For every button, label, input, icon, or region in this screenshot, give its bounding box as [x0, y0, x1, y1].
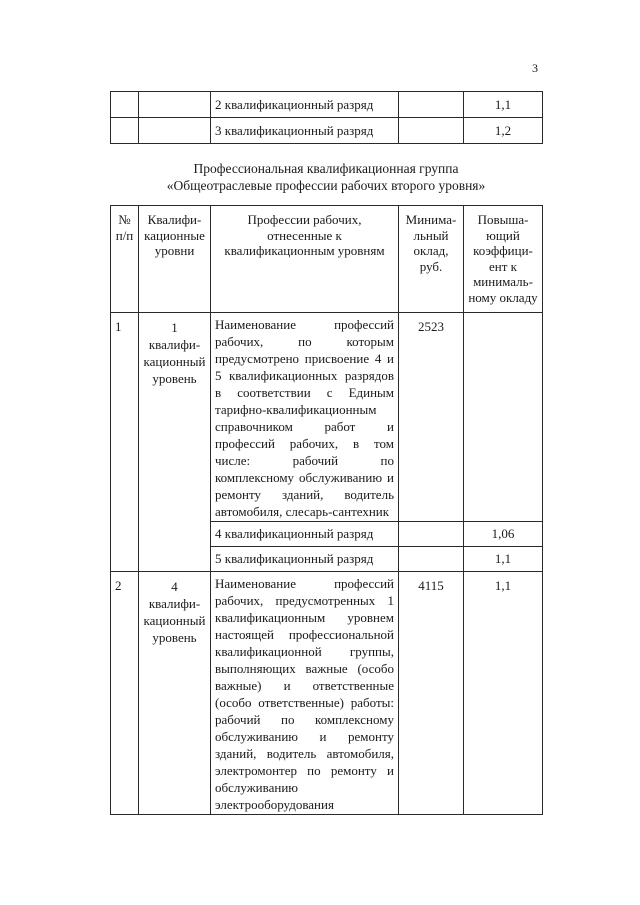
salary-cell: [399, 547, 464, 572]
header-professions: Профессии рабочих, отнесенные к квалификационным уровням: [211, 206, 399, 313]
num-cell: [111, 118, 139, 144]
page-number: 3: [532, 61, 538, 75]
qualification-level: 4 квалифи- кационный уровень: [139, 572, 211, 815]
header-num: № п/п: [111, 206, 139, 313]
rank-label: 2 квалификационный разряд: [211, 92, 399, 118]
coefficient-value: 1,1: [464, 547, 543, 572]
table-row: [111, 92, 543, 118]
level-cell: [139, 92, 211, 118]
salary-cell: [399, 118, 464, 144]
row-number: 2: [111, 572, 139, 815]
profession-description: Наименование профессий рабочих, предусмотренных 1 квалификационным уровнем настоящей профессиональной квалификационной группы, выполняющих важные (особо важные) и ответственные (особо ответственные) работы: рабочий по комплексному обслуживанию и ремонту зданий, водитель автомобиля, электромонтер по ремонту и обслуживанию электрооборудования: [211, 572, 399, 815]
salary-value: 4115: [399, 572, 464, 815]
header-salary: Минима- льный оклад, руб.: [399, 206, 464, 313]
profession-description: Наименование профессий рабочих, по которым предусмотрено присвоение 4 и 5 квалификационных разрядов в соответствии с Единым тарифно-квалификационным справочником работ и профессий рабочих, в том числе: рабочий по комплексному обслуживанию и ремонту зданий, водитель автомобиля, слесарь-сантехник: [211, 313, 399, 522]
table-row: [111, 313, 543, 522]
level-cell: [139, 118, 211, 144]
header-coefficient: Повыша- ющий коэффици- ент к минималь- ному окладу: [464, 206, 543, 313]
coefficient-value: 1,06: [464, 522, 543, 547]
qualification-level: 1 квалифи- кационный уровень: [139, 313, 211, 572]
num-cell: [111, 92, 139, 118]
header-levels: Квалифи- кационные уровни: [139, 206, 211, 313]
table-row: [111, 572, 543, 815]
qualification-table: [110, 205, 543, 815]
continued-table: [110, 91, 543, 144]
coefficient-value: 1,2: [464, 118, 543, 144]
section-heading: [110, 160, 542, 194]
table-row: [111, 118, 543, 144]
heading-line: Профессиональная квалификационная группа: [193, 161, 459, 176]
salary-cell: [399, 522, 464, 547]
table-header-row: [111, 206, 543, 313]
rank-label: 3 квалификационный разряд: [211, 118, 399, 144]
heading-line: «Общеотраслевые профессии рабочих второго уровня»: [166, 178, 486, 193]
row-number: 1: [111, 313, 139, 572]
coefficient-value: [464, 313, 543, 522]
salary-cell: [399, 92, 464, 118]
rank-label: 5 квалификационный разряд: [211, 547, 399, 572]
coefficient-value: 1,1: [464, 92, 543, 118]
coefficient-value: 1,1: [464, 572, 543, 815]
rank-label: 4 квалификационный разряд: [211, 522, 399, 547]
salary-value: 2523: [399, 313, 464, 522]
